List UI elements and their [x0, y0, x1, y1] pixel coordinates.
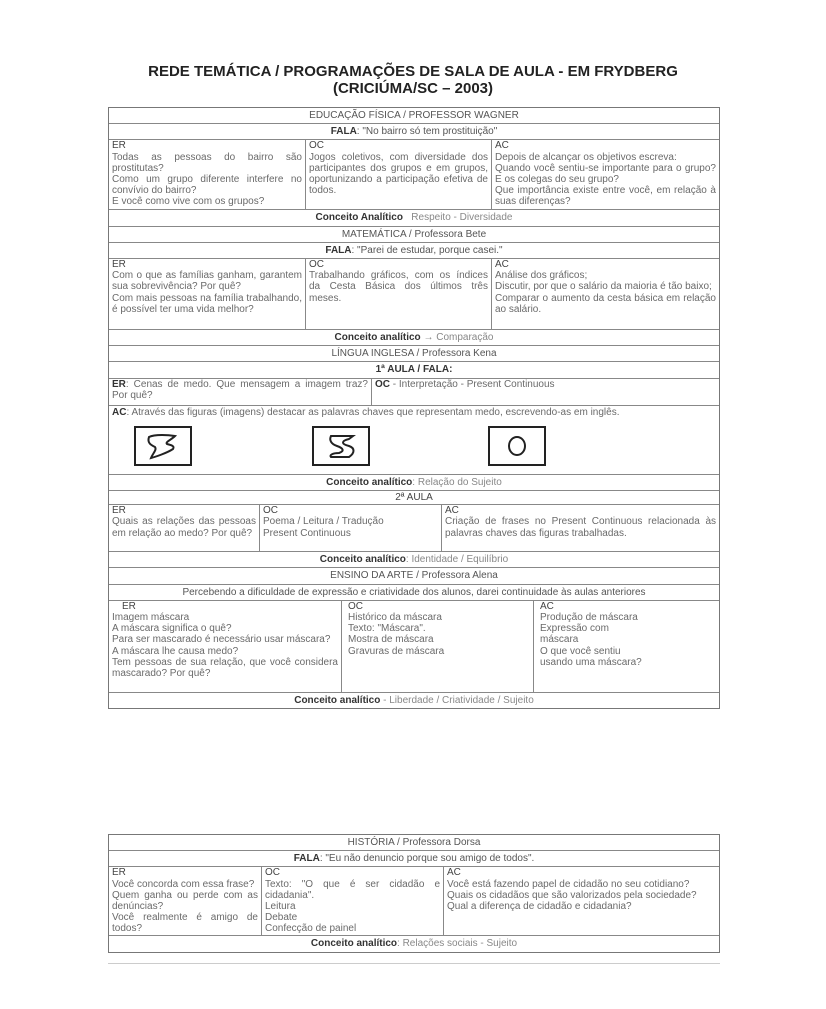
ac-text: : Através das figuras (imagens) destacar as palavras chaves que representam medo, escrevendo-as em inglês.: [126, 406, 620, 418]
ac-label: AC: [112, 406, 127, 418]
er-item: Você realmente é amigo de todos?: [112, 912, 258, 935]
conceito-value: : Identidade / Equilíbrio: [405, 554, 509, 566]
title-line-2: (CRICIÚMA/SC – 2003): [332, 80, 494, 97]
aula1-heading: 1ª AULA / FALA:: [109, 362, 719, 378]
ac-text: Criação de frases no Present Continuous relacionada às palavras chaves das figuras trabalhadas.: [445, 516, 716, 539]
aula2-heading: 2ª AULA: [109, 491, 719, 505]
oc-item: Debate: [265, 912, 298, 924]
conceito-value: : Relações sociais - Sujeito: [397, 938, 518, 950]
ac-item: Quais os cidadãos que são valorizados pela sociedade?: [447, 889, 697, 901]
oc-item: Present Continuous: [263, 527, 351, 539]
ac-column: [491, 140, 719, 209]
ac-label: AC: [540, 600, 554, 612]
oc-item: Texto: "Máscara".: [348, 623, 426, 635]
aula1-oc: [371, 379, 719, 405]
er-item: Tem pessoas de sua relação, que você considera mascarado? Por quê?: [112, 656, 338, 680]
historia-table: [108, 834, 720, 953]
educacao-fisica-heading: EDUCAÇÃO FÍSICA / PROFESSOR WAGNER: [109, 108, 719, 124]
ac-item: O que você sentiu usando uma máscara?: [540, 645, 642, 668]
matematica-heading: MATEMÁTICA / Professora Bete: [109, 227, 719, 243]
ac-label: AC: [447, 867, 461, 879]
matematica-conceito: [109, 330, 719, 346]
oc-label: OC: [309, 140, 324, 152]
conceito-label: Conceito analítico: [310, 938, 398, 950]
er-column: [109, 259, 305, 329]
aula1-er-oc: [109, 379, 719, 406]
fala-text: : "Parei de estudar, porque casei.": [351, 244, 503, 256]
historia-columns: [109, 867, 719, 936]
oc-item: Leitura: [265, 901, 296, 913]
er-item: Imagem máscara: [112, 612, 190, 624]
conceito-value: Respeito - Diversidade: [411, 212, 513, 224]
ac-item: Que importância existe entre você, em relação à suas diferenças?: [495, 185, 716, 208]
er-column: [109, 601, 341, 692]
ac-item: Depois de alcançar os objetivos escreva:: [495, 151, 677, 163]
er-label: ER: [122, 600, 136, 612]
ac-item: Quando você sentiu-se importante para o grupo? E os colegas do seu grupo?: [495, 162, 716, 186]
er-label: ER: [112, 505, 126, 517]
ac-column: [441, 505, 719, 551]
conceito-value: → Comparação: [423, 332, 494, 344]
oc-column: [305, 140, 491, 209]
er-column: [109, 140, 305, 209]
s-scribble-icon: [319, 431, 363, 461]
er-text: Quais as relações das pessoas em relação ao medo? Por quê?: [112, 516, 256, 539]
ac-item: Produção de máscara: [540, 612, 638, 624]
oc-label: OC: [265, 867, 280, 879]
conceito-value: - Liberdade / Criatividade / Sujeito: [380, 694, 534, 706]
arte-heading: ENSINO DA ARTE / Professora Alena: [109, 568, 719, 584]
ac-item: Discutir, por que o salário da maioria é tão baixo;: [495, 281, 712, 293]
oc-column: [305, 259, 491, 329]
oc-label: OC: [309, 259, 324, 271]
ac-label: AC: [495, 259, 509, 271]
arte-intro: Percebendo a dificuldade de expressão e criatividade dos alunos, darei continuidade às aulas anteriores: [109, 585, 719, 601]
matematica-fala: [109, 243, 719, 259]
educacao-fisica-columns: [109, 140, 719, 210]
conceito-label: Conceito analítico: [326, 476, 413, 488]
er-item: Quem ganha ou perde com as denúncias?: [112, 889, 258, 913]
er-item: A máscara significa o quê?: [112, 623, 232, 635]
oc-label: OC: [348, 600, 363, 612]
oc-item: Poema / Leitura / Tradução: [263, 516, 384, 528]
oc-item: Gravuras de máscara: [348, 645, 445, 657]
educacao-fisica-fala: [109, 124, 719, 140]
conceito-label: Conceito analítico: [294, 694, 381, 706]
page-bottom-rule: [108, 963, 720, 964]
fala-text: : "Eu não denuncio porque sou amigo de todos".: [319, 853, 535, 865]
aula1-ac: [109, 406, 719, 475]
ac-column: [533, 601, 719, 692]
figures-row: [112, 418, 716, 474]
ac-label: AC: [445, 505, 459, 517]
er-item: Com mais pessoas na família trabalhando, é possível ter uma vida melhor?: [112, 292, 302, 315]
er-item: Como um grupo diferente interfere no convívio do bairro?: [112, 174, 302, 197]
oc-item: Histórico da máscara: [348, 612, 442, 624]
er-item: Para ser mascarado é necessário usar máscara?: [112, 634, 331, 646]
er-column: [109, 867, 261, 935]
oc-text: - Interpretação - Present Continuous: [390, 378, 555, 390]
aula1-er: [109, 379, 371, 405]
oc-item: Confecção de painel: [265, 923, 357, 935]
document-title: [0, 63, 826, 97]
er-item: Você concorda com essa frase?: [112, 878, 255, 890]
fala-label: FALA: [330, 126, 357, 138]
oc-column: [341, 601, 533, 692]
ac-item: Qual a diferença de cidadão e cidadania?: [447, 901, 632, 913]
educacao-fisica-conceito: [109, 210, 719, 226]
lingua-inglesa-heading: LÍNGUA INGLESA / Professora Kena: [109, 346, 719, 362]
oc-column: [261, 867, 443, 935]
ac-item: Você está fazendo papel de cidadão no seu cotidiano?: [447, 878, 690, 890]
er-item: E você como vive com os grupos?: [112, 196, 265, 208]
aula1-conceito: [109, 475, 719, 491]
conceito-label: Conceito Analítico: [315, 212, 403, 224]
conceito-value: : Relação do Sujeito: [412, 476, 502, 488]
oc-text: Trabalhando gráficos, com os índices da Cesta Básica dos últimos três meses.: [309, 270, 488, 304]
historia-heading: HISTÓRIA / Professora Dorsa: [109, 835, 719, 851]
er-label: ER: [112, 378, 126, 390]
aula2-columns: [109, 505, 719, 552]
ac-item: Análise dos gráficos;: [495, 270, 588, 282]
arte-conceito: [109, 693, 719, 708]
fala-label: FALA: [293, 853, 320, 865]
fala-label: FALA: [325, 244, 352, 256]
title-line-1: REDE TEMÁTICA / PROGRAMAÇÕES DE SALA DE AULA - EM FRYDBERG: [148, 63, 678, 80]
oc-text: Jogos coletivos, com diversidade dos participantes dos grupos e em grupos, oportunizando a participação efetiva de todos.: [309, 151, 488, 197]
ac-item: Expressão com máscara: [540, 623, 609, 646]
er-item: Com o que as famílias ganham, garantem sua sobrevivência? Por quê?: [112, 270, 302, 293]
main-table: [108, 107, 720, 709]
er-item: Todas as pessoas do bairro são prostitutas?: [112, 151, 302, 174]
oc-item: Mostra de máscara: [348, 634, 434, 646]
er-label: ER: [112, 259, 126, 271]
ac-label: AC: [495, 140, 509, 152]
oc-label: OC: [375, 378, 390, 390]
er-column: [109, 505, 259, 551]
er-label: ER: [112, 867, 126, 879]
er-item: A máscara lhe causa medo?: [112, 645, 239, 657]
circle-scribble-icon: [495, 431, 539, 461]
er-text: : Cenas de medo. Que mensagem a imagem traz? Por quê?: [112, 378, 368, 401]
figure-circle-scribble: [488, 426, 546, 466]
ac-item: Comparar o aumento da cesta básica em relação ao salário.: [495, 292, 716, 315]
arte-columns: [109, 601, 719, 693]
er-label: ER: [112, 140, 126, 152]
ac-column: [443, 867, 719, 935]
matematica-columns: [109, 259, 719, 330]
historia-conceito: [109, 936, 719, 951]
conceito-label: Conceito analítico: [334, 332, 421, 344]
historia-fala: [109, 851, 719, 867]
fala-text: : "No bairro só tem prostituição": [356, 126, 498, 138]
figure-s-scribble: [312, 426, 370, 466]
conceito-label: Conceito analítico: [319, 554, 406, 566]
oc-column: [259, 505, 441, 551]
figure-lightning-scribble: [134, 426, 192, 466]
aula2-conceito: [109, 552, 719, 568]
ac-column: [491, 259, 719, 329]
lightning-scribble-icon: [141, 431, 185, 461]
oc-label: OC: [263, 505, 278, 517]
oc-item: Texto: "O que é ser cidadão e cidadania".: [265, 878, 440, 901]
